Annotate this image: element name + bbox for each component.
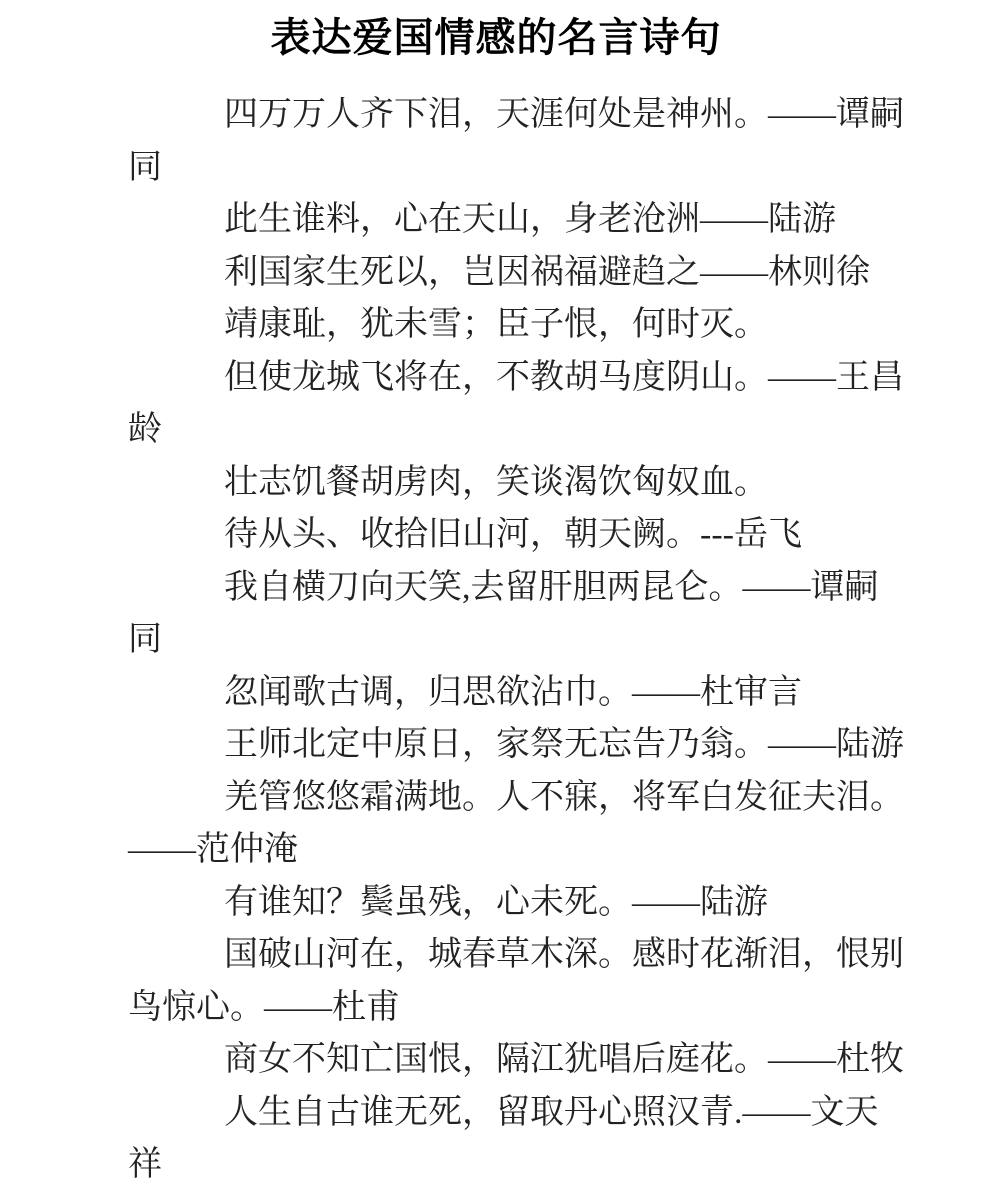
paragraph (128, 194, 922, 247)
text-line: 商女不知亡国恨，隔江犹唱后庭花。——杜牧 (224, 1041, 904, 1078)
paragraph (128, 299, 922, 352)
text-line: ——范仲淹 (128, 831, 298, 868)
text-line: 待从头、收拾旧山河，朝天阙。---岳飞 (224, 516, 802, 553)
text-line: 同 (128, 148, 162, 186)
text-line: 同 (128, 621, 162, 658)
text-line: 龄 (128, 411, 162, 448)
text-line: 此生谁料，心在天山，身老沧洲——陆游 (224, 201, 836, 238)
text-line: 国破山河在，城春草木深。感时花渐泪，恨别 (224, 936, 904, 973)
text-line: 忽闻歌古调，归思欲沾巾。——杜审言 (224, 673, 802, 711)
paragraph (128, 772, 922, 877)
text-line: 祥 (128, 1146, 162, 1183)
document-body (0, 89, 992, 1192)
text-line: 靖康耻，犹未雪；臣子恨，何时灭。 (224, 306, 768, 343)
text-line: 壮志饥餐胡虏肉，笑谈渴饮匈奴血。 (224, 463, 768, 501)
paragraph (128, 562, 922, 667)
text-line: 四万万人齐下泪，天涯何处是神州。——谭嗣 (224, 96, 904, 133)
text-line: 利国家生死以，岂因祸福避趋之——林则徐 (224, 253, 870, 291)
paragraph (128, 509, 922, 562)
paragraph (128, 667, 922, 720)
paragraph (128, 457, 922, 510)
text-line: 但使龙城飞将在，不教胡马度阴山。——王昌 (224, 358, 904, 396)
text-line: 我自横刀向天笑,去留肝胆两昆仑。——谭嗣 (224, 568, 879, 606)
text-line: 有谁知？鬓虽残，心未死。——陆游 (224, 883, 768, 921)
paragraph (128, 929, 922, 1034)
paragraph (128, 1034, 922, 1087)
paragraph (128, 1087, 922, 1192)
text-line: 鸟惊心。——杜甫 (128, 988, 400, 1026)
text-line: 羌管悠悠霜满地。人不寐，将军白发征夫泪。 (224, 778, 904, 816)
paragraph (128, 877, 922, 930)
paragraph (128, 352, 922, 457)
paragraph (128, 719, 922, 772)
paragraph (128, 247, 922, 300)
page-title: 表达爱国情感的名言诗句 (270, 16, 722, 60)
text-line: 人生自古谁无死，留取丹心照汉青.——文天 (224, 1093, 879, 1131)
text-line: 王师北定中原日，家祭无忘告乃翁。——陆游 (224, 726, 904, 763)
paragraph (128, 89, 922, 194)
